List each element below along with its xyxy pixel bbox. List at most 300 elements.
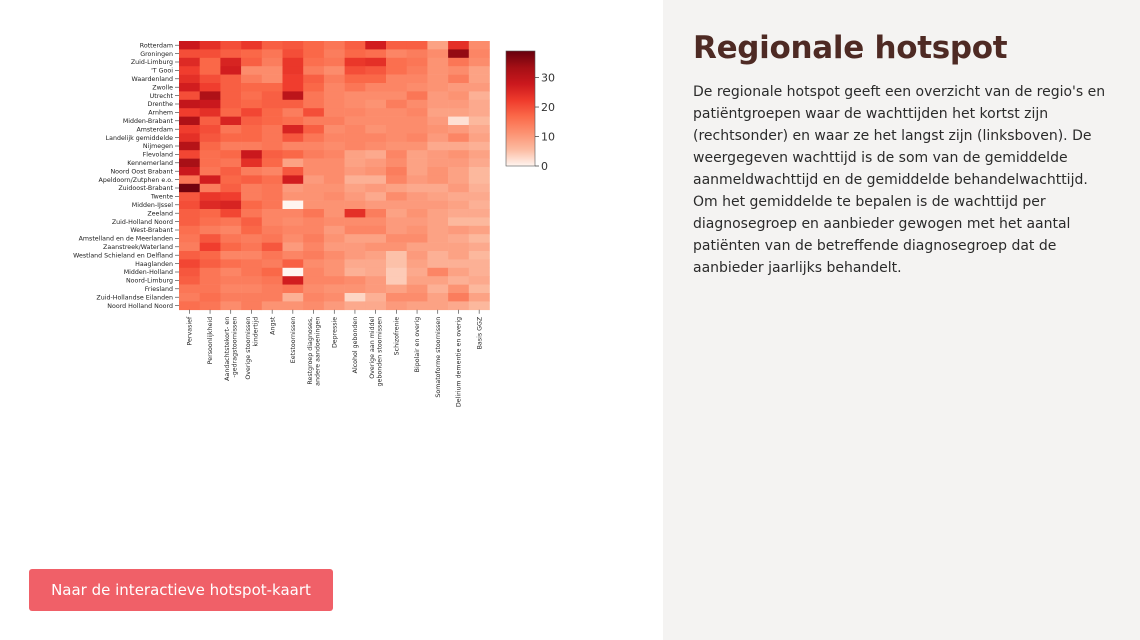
heatmap-cell [448,150,469,159]
heatmap-cell [303,276,324,285]
heatmap-cell [448,175,469,184]
heatmap-cell [324,117,345,126]
heatmap-cell [407,142,428,151]
heatmap-cell [200,259,221,268]
heatmap-cell [427,100,448,109]
heatmap-cell [324,226,345,235]
heatmap-cell [345,201,366,210]
heatmap-cell [200,58,221,67]
heatmap-cell [303,75,324,84]
heatmap-cell [427,276,448,285]
heatmap-cell [469,234,490,243]
heatmap-cell [345,117,366,126]
row-label: Zeeland [147,210,173,218]
heatmap-cell [407,125,428,134]
heatmap-cell [241,91,262,100]
heatmap-cell [303,133,324,142]
heatmap-cell [407,117,428,126]
heatmap-cell [386,108,407,117]
heatmap-cell [448,201,469,210]
row-label: Flevoland [142,151,173,159]
heatmap-cell [469,251,490,260]
heatmap-cell [386,293,407,302]
heatmap-cell [179,301,200,310]
heatmap-cell [283,75,304,84]
heatmap-cell [241,259,262,268]
heatmap-cell [407,41,428,50]
heatmap-cell [345,301,366,310]
heatmap-cell [427,259,448,268]
heatmap-cell [283,226,304,235]
heatmap-cell [386,41,407,50]
column-label: Angst [269,316,277,335]
heatmap-cell [469,108,490,117]
heatmap-cell [220,285,241,294]
row-label: Haaglanden [135,260,173,268]
heatmap-cell [220,133,241,142]
heatmap-cell [303,293,324,302]
heatmap-cell [386,243,407,252]
hotspot-map-button[interactable]: Naar de interactieve hotspot-kaart [29,569,333,611]
heatmap-cell [427,41,448,50]
heatmap-cell [386,175,407,184]
heatmap-cell [303,209,324,218]
heatmap-cell [220,192,241,201]
heatmap-cell [407,49,428,58]
heatmap-cell [365,41,386,50]
heatmap-cell [386,251,407,260]
heatmap-cell [469,125,490,134]
heatmap-cell [427,192,448,201]
heatmap-cell [241,83,262,92]
heatmap-chart [0,0,663,460]
heatmap-cell [303,49,324,58]
heatmap-cell [200,217,221,226]
heatmap-cell [365,293,386,302]
heatmap-cell [220,243,241,252]
heatmap-cell [200,159,221,168]
heatmap-cell [469,243,490,252]
heatmap-cell [303,108,324,117]
heatmap-cell [200,117,221,126]
heatmap-cell [407,217,428,226]
heatmap-cell [365,276,386,285]
heatmap-cell [179,150,200,159]
heatmap-cell [386,234,407,243]
heatmap-cell [386,75,407,84]
heatmap-cell [220,100,241,109]
heatmap-cell [365,251,386,260]
heatmap-cell [200,301,221,310]
heatmap-cell [448,293,469,302]
column-label: gebonden stoornissen [376,316,384,387]
heatmap-cell [179,226,200,235]
heatmap-cell [407,268,428,277]
heatmap-cell [179,125,200,134]
heatmap-cell [283,150,304,159]
heatmap-cell [365,49,386,58]
heatmap-cell [448,133,469,142]
heatmap-cell [200,167,221,176]
heatmap-cell [324,150,345,159]
heatmap-cell [200,75,221,84]
heatmap-cell [365,301,386,310]
heatmap-cell [303,192,324,201]
heatmap-cell [365,66,386,75]
heatmap-cell [407,175,428,184]
heatmap-cell [200,201,221,210]
heatmap-cell [365,142,386,151]
heatmap-cell [448,243,469,252]
heatmap-cell [469,259,490,268]
row-label: Amstelland en de Meerlanden [78,235,173,243]
heatmap-cell [303,41,324,50]
heatmap-cell [427,301,448,310]
heatmap-cell [448,49,469,58]
heatmap-cell [220,301,241,310]
row-label: 'T Gooi [151,67,173,75]
heatmap-cell [345,49,366,58]
heatmap-cell [407,301,428,310]
heatmap-cell [200,133,221,142]
row-label: Arnhem [148,109,173,117]
heatmap-cell [448,217,469,226]
heatmap-cell [220,175,241,184]
heatmap-cell [427,217,448,226]
heatmap-cell [283,293,304,302]
heatmap-cell [283,66,304,75]
heatmap-cell [407,285,428,294]
heatmap-cell [386,226,407,235]
heatmap-cell [262,150,283,159]
heatmap-cell [427,167,448,176]
heatmap-cell [179,276,200,285]
heatmap-cell [200,184,221,193]
heatmap-cell [179,243,200,252]
column-label: Overige aan middel [369,316,377,379]
heatmap-cell [407,259,428,268]
heatmap-cell [220,75,241,84]
heatmap-cell [303,243,324,252]
heatmap-cell [283,49,304,58]
heatmap-cell [386,91,407,100]
heatmap-cell [200,276,221,285]
heatmap-cell [365,201,386,210]
heatmap-cell [200,66,221,75]
heatmap-cell [345,293,366,302]
heatmap-cell [365,159,386,168]
heatmap-cell [365,192,386,201]
heatmap-cell [220,150,241,159]
column-label: Overige stoornissen [244,316,252,380]
heatmap-cell [241,184,262,193]
heatmap-cell [324,276,345,285]
heatmap-cell [345,83,366,92]
heatmap-cell [262,58,283,67]
heatmap-cell [283,192,304,201]
heatmap-cell [386,83,407,92]
heatmap-cell [179,167,200,176]
heatmap-cell [386,259,407,268]
colorbar-tick-label: 0 [541,160,548,173]
row-label: Zaanstreek/Waterland [103,244,173,251]
heatmap-cell [407,276,428,285]
heatmap-cell [324,58,345,67]
heatmap-cell [448,91,469,100]
heatmap-cell [262,285,283,294]
heatmap-cell [345,243,366,252]
heatmap-cell [200,142,221,151]
heatmap-cell [262,159,283,168]
heatmap-cell [262,217,283,226]
heatmap-cell [448,276,469,285]
heatmap-cell [365,167,386,176]
heatmap-cell [262,209,283,218]
colorbar-tick-label: 30 [541,71,555,85]
heatmap-cell [469,268,490,277]
column-label: Basis GGZ [476,316,484,350]
heatmap-cell [407,100,428,109]
heatmap-cell [324,285,345,294]
heatmap-cell [200,234,221,243]
heatmap-cell [241,142,262,151]
heatmap-cell [220,234,241,243]
heatmap-cell [386,100,407,109]
heatmap-cell [427,243,448,252]
row-label: Friesland [144,286,173,293]
heatmap-cell [427,117,448,126]
column-label: Eetstoornissen [290,316,298,364]
heatmap-cell [324,133,345,142]
heatmap-cell [283,201,304,210]
heatmap-cell [324,41,345,50]
heatmap-cell [324,75,345,84]
heatmap-cell [220,66,241,75]
heatmap-cell [365,75,386,84]
heatmap-cell [469,175,490,184]
heatmap-cell [345,175,366,184]
heatmap-cell [220,41,241,50]
heatmap-cell [407,133,428,142]
heatmap-cell [220,108,241,117]
heatmap-cell [407,83,428,92]
heatmap-cell [303,259,324,268]
heatmap-cell [179,259,200,268]
heatmap-cell [324,243,345,252]
heatmap-cell [262,75,283,84]
heatmap-cell [241,58,262,67]
row-label: Groningen [140,50,173,58]
heatmap-cell [448,100,469,109]
heatmap-cell [345,217,366,226]
heatmap-cell [220,117,241,126]
heatmap-cell [283,58,304,67]
heatmap-cell [469,117,490,126]
heatmap-cell [220,268,241,277]
heatmap-cell [262,100,283,109]
heatmap-cell [469,276,490,285]
heatmap-cell [427,234,448,243]
heatmap-cell [262,192,283,201]
heatmap-cell [241,167,262,176]
heatmap-cell [303,184,324,193]
heatmap-cell [324,83,345,92]
heatmap-cell [365,125,386,134]
heatmap-cell [241,251,262,260]
heatmap-cell [324,301,345,310]
heatmap-cell [200,251,221,260]
heatmap-cell [324,259,345,268]
heatmap-cell [365,91,386,100]
heatmap-cell [324,167,345,176]
heatmap-cell [469,226,490,235]
heatmap-cell [345,251,366,260]
heatmap-cell [448,58,469,67]
heatmap-cell [179,75,200,84]
heatmap-cell [200,226,221,235]
heatmap-cell [220,259,241,268]
heatmap-cell [200,100,221,109]
heatmap-cell [427,184,448,193]
heatmap-cell [386,58,407,67]
heatmap-cell [427,251,448,260]
heatmap-cell [262,276,283,285]
heatmap-cell [241,49,262,58]
heatmap-cell [469,41,490,50]
heatmap-cell [283,142,304,151]
heatmap-cell [345,58,366,67]
heatmap-cell [283,184,304,193]
heatmap-cell [262,66,283,75]
heatmap-cell [220,293,241,302]
row-label: Waardenland [131,76,173,83]
heatmap-cell [220,83,241,92]
heatmap-cell [283,108,304,117]
heatmap-cell [283,209,304,218]
heatmap-cell [427,83,448,92]
heatmap-cell [241,293,262,302]
row-label: Twente [150,193,173,201]
heatmap-cell [241,133,262,142]
heatmap-cell [386,276,407,285]
heatmap-cell [448,66,469,75]
heatmap-cell [469,133,490,142]
heatmap-cell [200,91,221,100]
heatmap-cell [262,293,283,302]
heatmap-cell [345,133,366,142]
heatmap-cell [386,117,407,126]
heatmap-cell [303,142,324,151]
heatmap-cell [469,66,490,75]
heatmap-cell [448,301,469,310]
heatmap-cell [324,100,345,109]
heatmap-cell [365,209,386,218]
heatmap-cell [448,125,469,134]
heatmap-cell [303,150,324,159]
column-label: Persoonlijkheid [207,316,215,365]
heatmap-cell [427,108,448,117]
heatmap-cell [324,175,345,184]
heatmap-cell [407,167,428,176]
heatmap-cell [303,175,324,184]
heatmap-cell [179,192,200,201]
heatmap-cell [469,285,490,294]
heatmap-cell [427,159,448,168]
heatmap-cell [283,41,304,50]
heatmap-cell [469,150,490,159]
heatmap-cell [283,217,304,226]
heatmap-cell [283,83,304,92]
heatmap-cell [448,192,469,201]
row-label: Midden-Brabant [122,118,173,125]
heatmap-cell [303,201,324,210]
heatmap-cell [427,201,448,210]
heatmap-cell [262,251,283,260]
heatmap-cell [365,175,386,184]
heatmap-cell [448,75,469,84]
heatmap-cell [241,234,262,243]
heatmap-cell [220,91,241,100]
heatmap-cell [303,66,324,75]
heatmap-cell [262,133,283,142]
heatmap-cell [407,226,428,235]
row-label: Westland Schieland en Delfland [73,252,173,260]
heatmap-cell [179,58,200,67]
heatmap-cell [365,217,386,226]
heatmap-cell [365,100,386,109]
column-label: Schizofrenie [393,316,401,356]
row-label: Drenthe [147,101,173,109]
heatmap-cell [469,159,490,168]
heatmap-cell [365,150,386,159]
heatmap-cell [179,217,200,226]
heatmap-cell [200,285,221,294]
heatmap-cell [365,108,386,117]
row-label: Kennemerland [127,160,173,167]
heatmap-cell [220,226,241,235]
heatmap-cell [427,285,448,294]
column-label: kindertijd [252,316,260,347]
heatmap-cell [179,100,200,109]
heatmap-cell [200,175,221,184]
heatmap-cell [345,150,366,159]
column-label: Somatoforme stoornissen [434,316,442,398]
heatmap-cell [179,66,200,75]
heatmap-cell [427,226,448,235]
heatmap-cell [200,268,221,277]
heatmap-cell [365,133,386,142]
heatmap-cell [448,209,469,218]
heatmap-cell [386,125,407,134]
row-label: Apeldoorn/Zutphen e.o. [98,176,173,184]
heatmap-cell [241,226,262,235]
heatmap-cell [469,167,490,176]
heatmap-cell [241,75,262,84]
heatmap-cell [179,108,200,117]
heatmap-cell [324,234,345,243]
heatmap-cell [200,108,221,117]
heatmap-cell [179,41,200,50]
heatmap-cell [262,41,283,50]
heatmap-cell [469,301,490,310]
heatmap-cell [241,100,262,109]
heatmap-cell [303,226,324,235]
row-label: Zuid-Holland Noord [111,218,173,226]
heatmap-cell [345,167,366,176]
heatmap-cell [241,268,262,277]
heatmap-cell [448,167,469,176]
heatmap-cell [448,159,469,168]
